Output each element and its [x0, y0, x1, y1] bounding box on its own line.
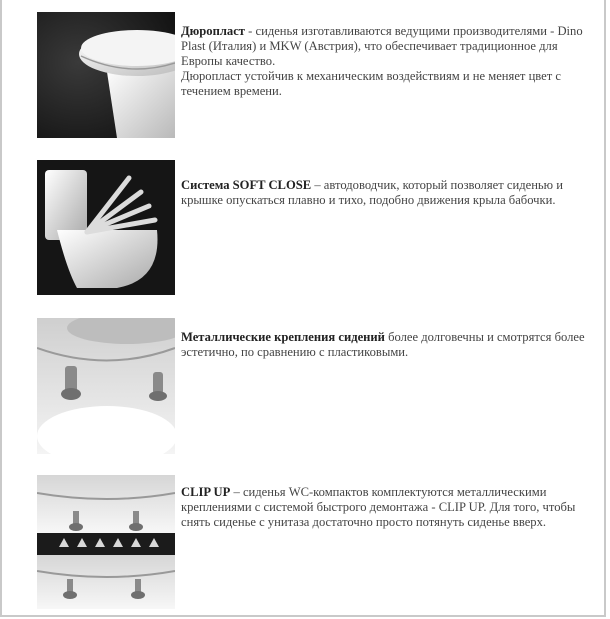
duroplast-sep: -: [244, 24, 256, 38]
clip-up-title: CLIP UP: [181, 485, 231, 499]
clip-up-body: сиденья WC-компактов комплектуются металлическими креплениями с системой быстрого демонтажа - CLIP UP. Для того, чтобы снять сиденье с унитаза достаточно просто потянуть сиденье вверх.: [181, 485, 576, 529]
clip-up-photo: [37, 475, 175, 609]
duroplast-body: сиденья изготавливаются ведущими производителями - Dino Plast (Италия) и MKW (Австрия), что обеспечивает традиционное для Европы качество.: [181, 24, 583, 68]
metal-hinges-title: Металлические крепления сидений: [181, 330, 385, 344]
metal-hinges-body: более долговечны и смотрятся более эстетично, по сравнению с пластиковыми.: [181, 330, 585, 359]
clip-up-text: [181, 485, 601, 530]
soft-close-sep: –: [311, 178, 324, 192]
duroplast-text: [181, 24, 601, 99]
duroplast-photo: [37, 12, 175, 138]
clip-up-sep: –: [230, 485, 243, 499]
soft-close-title: Система SOFT CLOSE: [181, 178, 312, 192]
soft-close-text: [181, 178, 601, 208]
duroplast-body-2: Дюропласт устойчив к механическим воздействиям и не меняет цвет с течением времени.: [181, 69, 562, 98]
soft-close-photo: [37, 160, 175, 295]
metal-hinges-text: [181, 330, 601, 360]
metal-hinges-photo: [37, 318, 175, 454]
duroplast-title: Дюропласт: [181, 24, 245, 38]
soft-close-body: автодоводчик, который позволяет сиденью и крышке опускаться плавно и тихо, подобно движения крыла бабочки.: [181, 178, 563, 207]
